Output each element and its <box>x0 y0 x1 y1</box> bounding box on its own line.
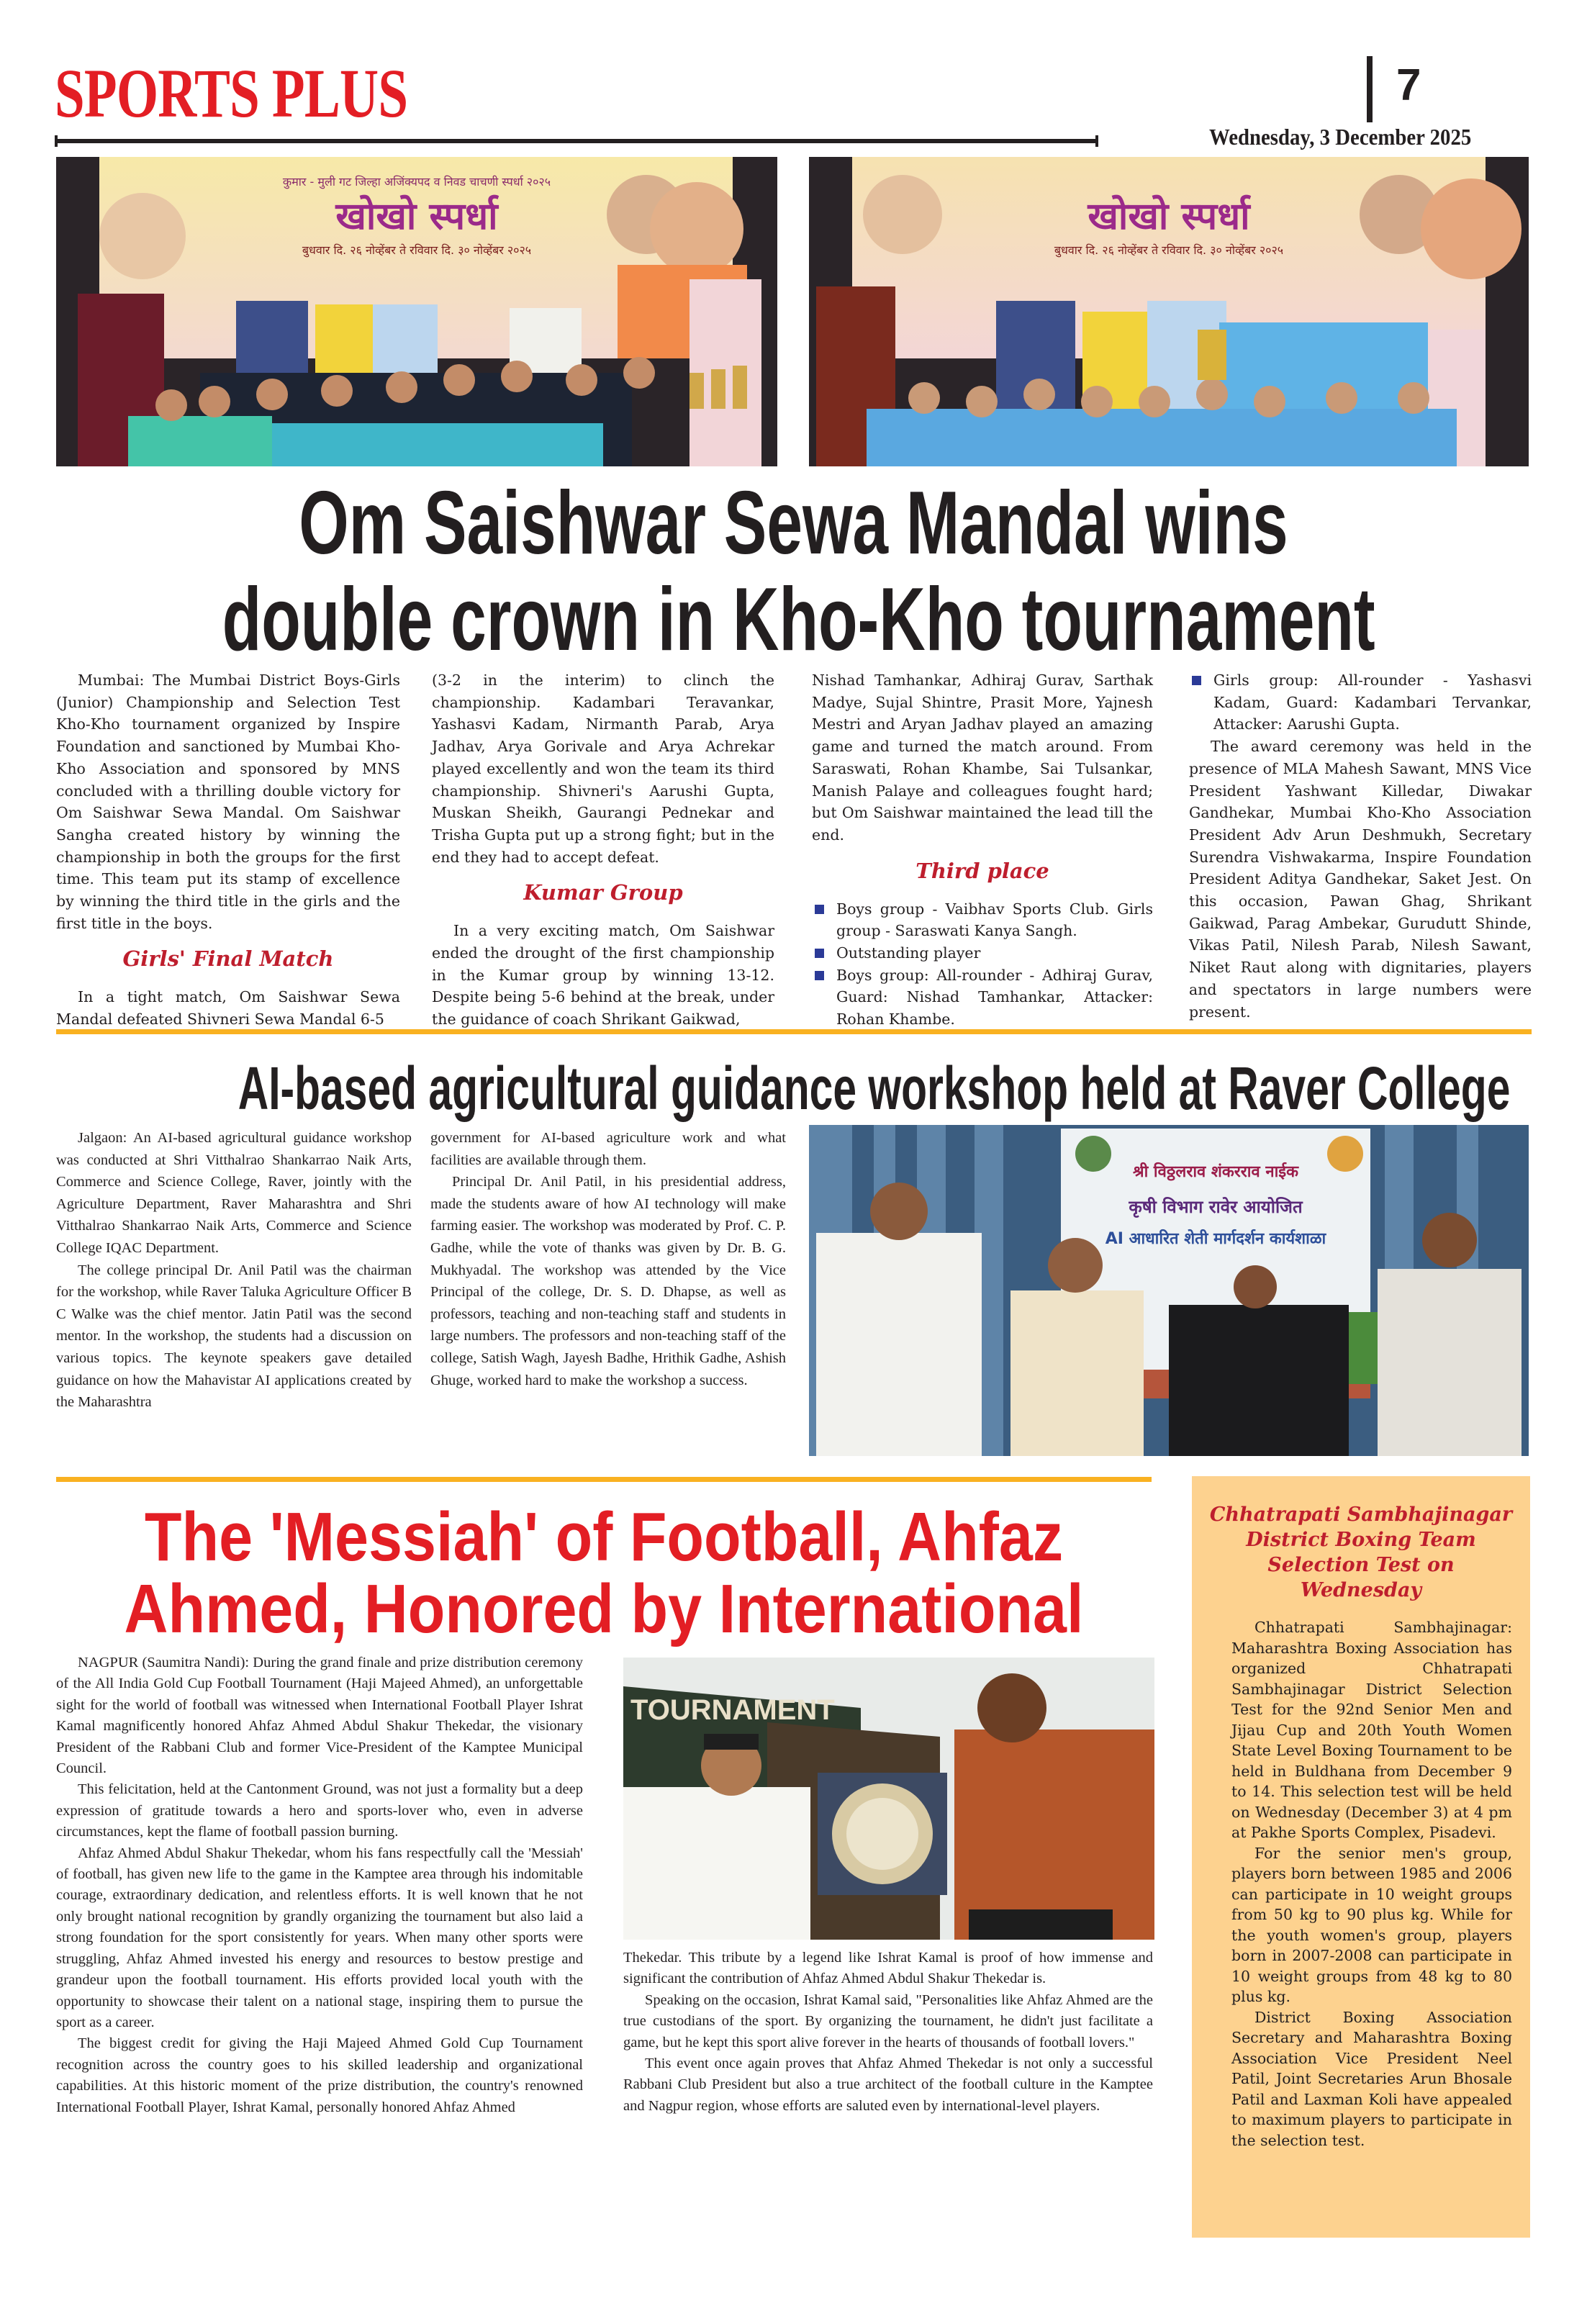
section-divider <box>56 1029 1532 1034</box>
photo-banner-text: TOURNAMENT <box>630 1694 835 1726</box>
banner-dates: बुधवार दि. २६ नोव्हेंबर ते रविवार दि. ३० नोव्हेंबर २०२५ <box>302 243 532 257</box>
awards-list-continued <box>1189 669 1532 736</box>
awards-list-item: Boys group - Vaibhav Sports Club. Girls group - Saraswati Kanya Sangh. <box>812 898 1153 942</box>
awards-list-item: Boys group: All-rounder - Adhiraj Gurav, Guard: Nishad Tamhankar, Attacker: Rohan Khambe. <box>812 964 1153 1031</box>
banner-subtitle: कुमार - मुली गट जिल्हा अजिंक्यपद व निवड चाचणी स्पर्धा २०२५ <box>282 175 551 189</box>
section-title: SPORTS PLUS <box>55 55 408 132</box>
kho-kho-column-2 <box>432 669 774 1031</box>
kho-kho-headline-line2: double crown in Kho-Kho tournament <box>222 570 1375 669</box>
football-headline <box>56 1498 1152 1647</box>
football-para-1: NAGPUR (Saumitra Nandi): During the grand finale and prize distribution ceremony of the All India Gold Cup Football Tournament (Haji Majeed Ahmed), an unforgettable sight for the world of football was witnessed when International Football Player Ishrat Kamal magnificently honored Ahfaz Ahmed Abdul Shakur Thekedar, the visionary President of the Rabbani Club and former Vice-President of the Kamptee Municipal Council. <box>56 1655 583 1777</box>
ai-workshop-para-3: Principal Dr. Anil Patil, in his presidential address, made the students aware of how AI technology will make farming easier. The workshop was moderated by Prof. C. P. Gadhe, while the vote of thanks was given by Dr. B. G. Mukhyadal. The workshop was attended by the Vice Principal of the college, Dr. S. D. Dhapse, as well as professors, teaching and non-teaching staff and students in large numbers. The professors and non-teaching staff of the college, Satish Wagh, Jayesh Badhe, Hrithik Gadhe, Ashish Ghuge, worked hard to make the workshop a success. <box>430 1174 786 1388</box>
dateline: Wednesday, 3 December 2025 <box>1209 124 1472 150</box>
football-para-5: Thekedar. This tribute by a legend like Ishrat Kamal is proof of how immense and significant the contribution of Ahfaz Ahmed Abdul Shakur Thekedar is. <box>623 1950 1153 1987</box>
kho-kho-girls-para-a: In a tight match, Om Saishwar Sewa Mandal defeated Shivneri Sewa Mandal 6-5 <box>56 988 400 1028</box>
ai-workshop-para-2a: The college principal Dr. Anil Patil was the chairman for the workshop, while Raver Taluka Agriculture Officer B C Walke was the chief mentor. Jatin Patil was the second mentor. In the workshop, the students had a discussion on various topics. The keynote speakers gave detailed guidance on how the Mahavistar AI applications created by the Maharashtra <box>56 1262 412 1411</box>
photo-football-felicitation <box>623 1658 1154 1940</box>
football-para-3: Ahfaz Ahmed Abdul Shakur Thekedar, whom his fans respectfully call the 'Messiah' of football, has given new life to the game in the Kamptee area through his indomitable courage, extraordinary dedication, and relentless efforts. It is well known that he not only brought national recognition by grandly organizing the tournament but also laid a strong foundation for the sport consistently for years. When many other sports were struggling, Ahfaz Ahmed invested his energy and resources to bestow prestige and grandeur upon the football tournament. His efforts provided local youth with the opportunity to showcase their talent on a national stage, inspiring them to pursue the sport as a career. <box>56 1845 583 2030</box>
awards-list <box>812 898 1153 1031</box>
subhead-third-place: Third place <box>915 858 1049 883</box>
awards-list-item: Outstanding player <box>812 942 1153 964</box>
kho-kho-column-1 <box>56 669 400 1031</box>
boxing-para-1: Chhatrapati Sambhajinagar: Maharashtra Boxing Association has organized Chhatrapati Sambhajinagar District Selection Test for the 92nd Senior Men and Jijau Cup and 20th Youth Women State Level Boxing Tournament to be held in Buldhana from December 9 to 14. This selection test will be held on Wednesday (December 3) at 4 pm at Pakhe Sports Complex, Pisadevi. <box>1231 1619 1512 1841</box>
banner-college-name: श्री विठ्ठलराव शंकरराव नाईक <box>1133 1163 1298 1181</box>
subhead-girls-final: Girls' Final Match <box>122 946 334 972</box>
boxing-para-2: For the senior men's group, players born between 1985 and 2006 can participate in 10 weight groups from 50 kg to 90 plus kg. While for the youth women's group, players born in 2007-2008 can participate in 10 weight groups from 48 kg to 80 plus kg. <box>1231 1844 1512 2005</box>
boxing-headline: Chhatrapati Sambhajinagar District Boxing Team Selection Test on Wednesday <box>1209 1504 1513 1601</box>
kho-kho-headline <box>222 474 1375 669</box>
football-headline-text: The 'Messiah' of Football, Ahfaz Ahmed, Honored by International <box>124 1498 1084 1647</box>
photo-girls-team <box>809 157 1529 466</box>
photo-boys-team <box>56 157 777 466</box>
football-para-6: Speaking on the occasion, Ishrat Kamal said, "Personalities like Ahfaz Ahmed are the true custodians of the sport. By organizing the tournament, he didn't just facilitate a game, but he kept this sport alive forever in the hearts of thousands of football lovers." <box>623 1991 1153 2051</box>
football-para-2: This felicitation, held at the Cantonment Ground, was not just a formality but a deep expression of gratitude towards a hero and sports-lover who, even in adverse circumstances, kept the flame of football passion burning. <box>56 1781 583 1840</box>
kho-kho-girls-para-b: (3-2 in the interim) to clinch the championship. Kadambari Teravankar, Yashasvi Kadam, Nirmanth Parab, Arya Jadhav, Arya Gorivale and Arya Achrekar played excellently and won the team its third championship. Shivneri's Aarushi Gupta, Muskan Sheikh, Gaurangi Pednekar and Trisha Gupta put up a strong fight; but in the end they had to accept defeat. <box>432 672 774 866</box>
kho-kho-ceremony-para: The award ceremony was held in the presence of MLA Mahesh Sawant, MNS Vice President Yashwant Killedar, Diwakar Gandhekar, Mumbai Kho-Kho Association President Adv Arun Deshmukh, Secretary Surendra Vishwakarma, Inspire Foundation President Aditya Gandhekar, Saket Jest. On this occasion, Pawan Ghag, Shrikant Gaikwad, Parag Ambekar, Gurudutt Shinde, Vikas Patil, Nilesh Parab, Nilesh Sawant, Niket Raut along with dignitaries, players and spectators in large numbers were present. <box>1189 738 1532 1021</box>
masthead-rule <box>55 139 1098 143</box>
photo-ai-workshop <box>809 1125 1529 1456</box>
kho-kho-kumar-para-a: In a very exciting match, Om Saishwar ended the drought of the first championship in the Kumar group by winning 13-12. Despite being 5-6 behind at the break, under the guidance of coach Shrikant Gaikwad, <box>432 922 774 1028</box>
boxing-sidebar <box>1192 1476 1530 2238</box>
kho-kho-headline-line1: Om Saishwar Sewa Mandal wins <box>299 474 1288 573</box>
football-column-1 <box>56 1652 583 2118</box>
subhead-kumar-group: Kumar Group <box>523 880 683 905</box>
banner-title: खोखो स्पर्धा <box>335 195 498 238</box>
page-number: 7 <box>1396 60 1421 110</box>
kho-kho-intro: Mumbai: The Mumbai District Boys-Girls (Junior) Championship and Selection Test Kho-Kho tournament organized by Inspire Foundation and sanctioned by Mumbai Kho-Kho Association and sponsored by MNS concluded with a thrilling double victory for Om Saishwar Sewa Mandal. Om Saishwar Sangha created history by winning the championship in both the groups for the first time. This team put its stamp of excellence by winning the third title in the girls and the first title in the boys. <box>56 672 400 932</box>
football-para-4: The biggest credit for giving the Haji Majeed Ahmed Gold Cup Tournament recognition across the country goes to his skilled leadership and organizational capabilities. At this historic moment of the prize distribution, the country's renowned International Football Player, Ishrat Kamal, personally honored Ahfaz Ahmed <box>56 2035 583 2115</box>
ai-workshop-para-2b: government for AI-based agriculture work and what facilities are available through them. <box>430 1130 786 1168</box>
kho-kho-kumar-para-b: Nishad Tamhankar, Adhiraj Gurav, Sarthak Madye, Sujal Shintre, Prasit More, Yajnesh Mestri and Aryan Jadhav played an amazing game and turned the match around. From Saraswati, Rohan Khambe, Sai Tulsankar, Manish Palaye and colleagues fought hard; but Om Saishwar maintained the lead till the end. <box>812 672 1153 844</box>
banner-title-2: खोखो स्पर्धा <box>1088 195 1250 238</box>
football-column-2 <box>623 1948 1153 2117</box>
banner-workshop-title: AI आधारित शेती मार्गदर्शन कार्यशाळा <box>1105 1230 1326 1248</box>
ai-workshop-column-1 <box>56 1127 412 1414</box>
page-number-bar <box>1367 56 1373 122</box>
ai-workshop-para-1: Jalgaon: An AI-based agricultural guidance workshop was conducted at Shri Vitthalrao Shankarrao Naik Arts, Commerce and Science College, Raver, jointly with the Agriculture Department, Raver Maharashtra and Shri Vitthalrao Shankarrao Naik Arts, Commerce and Science College IQAC Department. <box>56 1130 412 1256</box>
banner-department: कृषी विभाग रावेर आयोजित <box>1129 1197 1303 1217</box>
awards-list-item: Girls group: All-rounder - Yashasvi Kadam, Guard: Kadambari Tervankar, Attacker: Aarushi Gupta. <box>1189 669 1532 736</box>
ai-workshop-column-2 <box>430 1127 786 1391</box>
kho-kho-column-4 <box>1189 669 1532 1023</box>
football-para-7: This event once again proves that Ahfaz Ahmed Thekedar is not only a successful Rabbani Club President but also a true architect of the football culture in the Kamptee and Nagpur region, whose efforts are saluted even by international-level players. <box>623 2056 1153 2114</box>
boxing-body <box>1231 1617 1512 2151</box>
kho-kho-column-3 <box>812 669 1153 1031</box>
banner-dates-2: बुधवार दि. २६ नोव्हेंबर ते रविवार दि. ३० नोव्हेंबर २०२५ <box>1054 243 1284 257</box>
boxing-para-3: District Boxing Association Secretary and Maharashtra Boxing Association Vice President Neel Patil, Joint Secretaries Arun Bhosale Patil and Laxman Koli have appealed to maximum players to participate in the selection test. <box>1231 2008 1512 2149</box>
ai-workshop-headline: AI-based agricultural guidance workshop held at Raver College <box>238 1054 1511 1122</box>
section-divider-2 <box>56 1477 1152 1482</box>
